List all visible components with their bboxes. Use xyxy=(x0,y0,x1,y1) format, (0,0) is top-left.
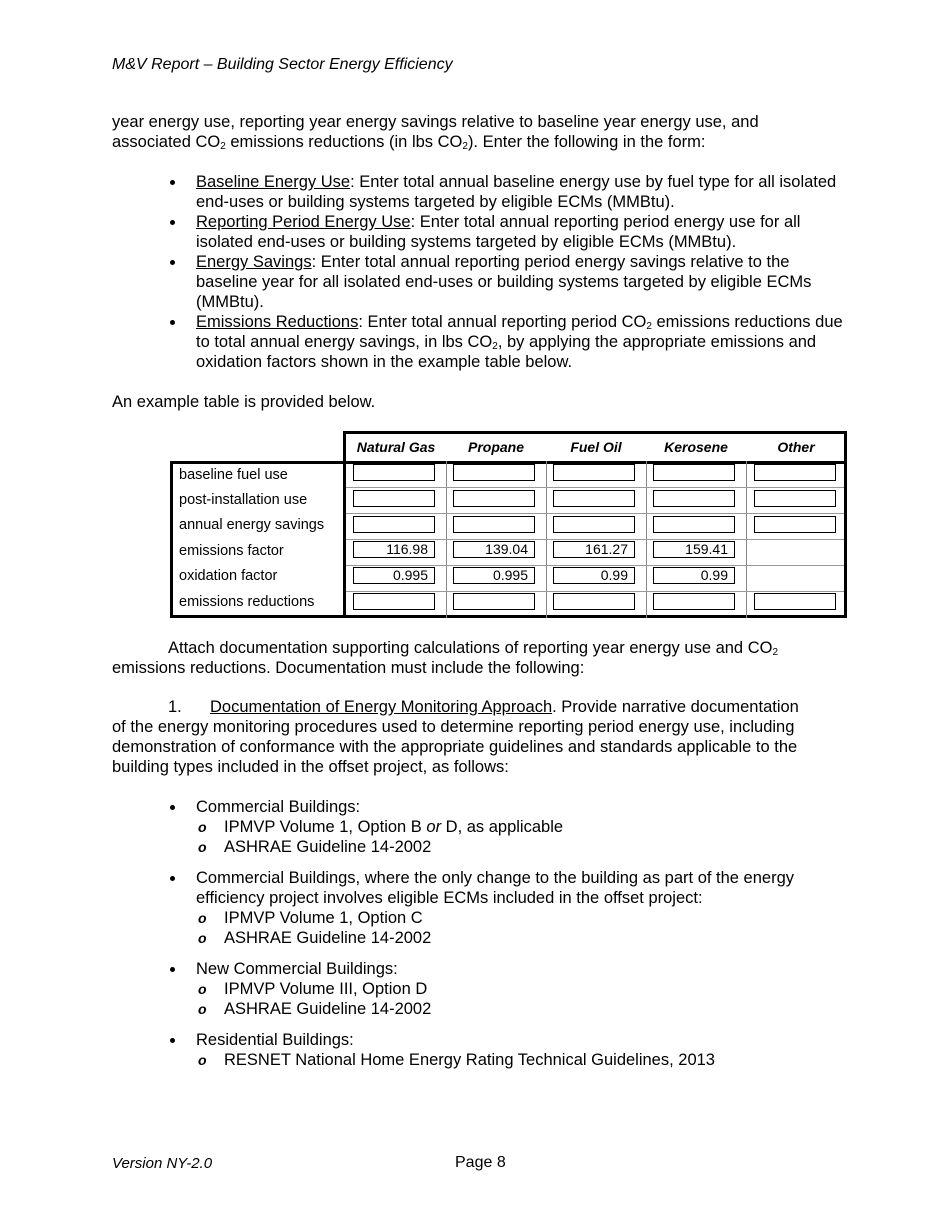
guideline-text: ASHRAE Guideline 14-2002 xyxy=(224,838,432,856)
post-installation-other-input[interactable] xyxy=(754,490,836,507)
instruction-text: : Enter total annual reporting period energy use for all isolated end-uses or building systems targeted by eligible ECMs (MMBtu). xyxy=(196,213,801,251)
attach-paragraph xyxy=(112,638,842,678)
bullet-icon xyxy=(170,220,175,225)
reductions-fuel-oil-input[interactable] xyxy=(553,593,635,610)
attach-line: emissions reductions. Documentation must include the following: xyxy=(112,659,585,677)
attach-text: Attach documentation supporting calculations of reporting year energy use and CO xyxy=(168,639,773,657)
guideline-item xyxy=(196,837,852,857)
column-header-kerosene: Kerosene xyxy=(664,439,728,455)
oxidation-factor-fuel-oil[interactable]: 0.99 xyxy=(553,567,635,584)
instruction-item xyxy=(112,252,852,312)
baseline-kerosene-input[interactable] xyxy=(653,464,735,481)
instruction-item xyxy=(112,312,852,372)
emissions-factor-propane[interactable]: 139.04 xyxy=(453,541,535,558)
emissions-factor-fuel-oil[interactable]: 161.27 xyxy=(553,541,635,558)
sub-bullet-icon: o xyxy=(198,819,207,835)
attach-line xyxy=(112,638,842,658)
row-label: post-installation use xyxy=(179,492,308,508)
guideline-text: IPMVP Volume 1, Option C xyxy=(224,909,423,927)
emissions-factor-kerosene[interactable]: 159.41 xyxy=(653,541,735,558)
bullet-icon xyxy=(170,1038,175,1043)
page-header: M&V Report – Building Sector Energy Efficiency xyxy=(112,56,453,73)
subscript: 2 xyxy=(646,321,652,332)
guideline-item xyxy=(196,928,852,948)
savings-natural-gas-input[interactable] xyxy=(353,516,435,533)
bullet-icon xyxy=(170,260,175,265)
reductions-kerosene-input[interactable] xyxy=(653,593,735,610)
guideline-item xyxy=(196,1050,852,1070)
item-text: . Provide narrative documentation xyxy=(552,698,799,716)
guideline-text: ASHRAE Guideline 14-2002 xyxy=(224,929,432,947)
sub-bullet-icon: o xyxy=(198,930,207,946)
instruction-term: Energy Savings xyxy=(196,253,312,271)
bullet-icon xyxy=(170,967,175,972)
building-type-item xyxy=(112,797,852,857)
savings-propane-input[interactable] xyxy=(453,516,535,533)
example-intro: An example table is provided below. xyxy=(112,393,376,411)
column-header-fuel-oil: Fuel Oil xyxy=(570,439,622,455)
oxidation-factor-kerosene[interactable]: 0.99 xyxy=(653,567,735,584)
savings-other-input[interactable] xyxy=(754,516,836,533)
oxidation-factor-natural-gas[interactable]: 0.995 xyxy=(353,567,435,584)
guideline-text: IPMVP Volume III, Option D xyxy=(224,980,428,998)
row-label: baseline fuel use xyxy=(179,467,288,483)
building-type-label: Residential Buildings: xyxy=(196,1031,354,1049)
baseline-fuel-oil-input[interactable] xyxy=(553,464,635,481)
reductions-other-input[interactable] xyxy=(754,593,836,610)
bullet-icon xyxy=(170,805,175,810)
item-line: building types included in the offset project, as follows: xyxy=(112,758,509,776)
instruction-text: : Enter total annual baseline energy use by fuel type for all isolated end-uses or building systems targeted by eligible ECMs (MMBtu). xyxy=(196,173,837,211)
baseline-natural-gas-input[interactable] xyxy=(353,464,435,481)
instruction-text: : Enter total annual reporting period CO xyxy=(358,313,647,331)
guideline-item xyxy=(196,999,852,1019)
column-header-natural-gas: Natural Gas xyxy=(356,439,436,455)
row-divider xyxy=(346,565,844,566)
savings-fuel-oil-input[interactable] xyxy=(553,516,635,533)
row-label: emissions reductions xyxy=(179,594,315,610)
instruction-term: Baseline Energy Use xyxy=(196,173,351,191)
baseline-propane-input[interactable] xyxy=(453,464,535,481)
footer-version: Version NY-2.0 xyxy=(112,1155,213,1172)
instructions-list xyxy=(112,172,852,372)
fuel-table xyxy=(170,431,847,618)
item-number: 1. xyxy=(168,698,182,716)
instruction-term: Reporting Period Energy Use xyxy=(196,213,411,231)
building-type-label: New Commercial Buildings: xyxy=(196,960,398,978)
guideline-item xyxy=(196,979,852,999)
savings-kerosene-input[interactable] xyxy=(653,516,735,533)
oxidation-factor-propane[interactable]: 0.995 xyxy=(453,567,535,584)
instruction-text: : Enter total annual reporting period energy savings relative to the baseline year for all isolated end-uses or building systems targeted by eligible ECMs (MMBtu). xyxy=(196,253,812,311)
guideline-text: IPMVP Volume 1, Option B xyxy=(224,818,427,836)
bullet-icon xyxy=(170,876,175,881)
baseline-other-input[interactable] xyxy=(754,464,836,481)
emissions-factor-natural-gas[interactable]: 116.98 xyxy=(353,541,435,558)
sub-bullet-icon: o xyxy=(198,910,207,926)
guideline-text: ASHRAE Guideline 14-2002 xyxy=(224,1000,432,1018)
row-label: oxidation factor xyxy=(179,568,278,584)
row-label: emissions factor xyxy=(179,543,284,559)
sub-bullet-icon: o xyxy=(198,981,207,997)
intro-paragraph xyxy=(112,112,842,152)
building-type-item xyxy=(112,959,852,1019)
post-installation-propane-input[interactable] xyxy=(453,490,535,507)
item-line: of the energy monitoring procedures used to determine reporting period energy use, including xyxy=(112,718,795,736)
item-title: Documentation of Energy Monitoring Approach xyxy=(210,698,553,716)
subscript: 2 xyxy=(220,141,226,152)
row-divider xyxy=(346,591,844,592)
intro-text: ). Enter the following in the form: xyxy=(467,133,706,151)
guideline-text-italic: or xyxy=(426,818,442,836)
post-installation-fuel-oil-input[interactable] xyxy=(553,490,635,507)
subscript: 2 xyxy=(492,341,498,352)
row-divider xyxy=(346,539,844,540)
instruction-item xyxy=(112,212,852,252)
building-type-item xyxy=(112,1030,852,1070)
guideline-text: D, as applicable xyxy=(441,818,564,836)
reductions-natural-gas-input[interactable] xyxy=(353,593,435,610)
post-installation-natural-gas-input[interactable] xyxy=(353,490,435,507)
guideline-text: RESNET National Home Energy Rating Technical Guidelines, 2013 xyxy=(224,1051,715,1069)
intro-line xyxy=(112,132,842,152)
column-header-propane: Propane xyxy=(467,439,524,455)
item-line: demonstration of conformance with the appropriate guidelines and standards applicable to the xyxy=(112,738,798,756)
sub-bullet-icon: o xyxy=(198,1052,207,1068)
column-header-other: Other xyxy=(777,439,815,455)
intro-text: associated CO xyxy=(112,133,221,151)
row-divider xyxy=(346,513,844,514)
instruction-text: , by applying the appropriate emissions and oxidation factors shown in the example table below. xyxy=(196,333,817,371)
subscript: 2 xyxy=(462,141,468,152)
guideline-item xyxy=(196,908,852,928)
row-label: annual energy savings xyxy=(179,517,325,533)
intro-line: year energy use, reporting year energy savings relative to baseline year energy use, and xyxy=(112,113,759,131)
post-installation-kerosene-input[interactable] xyxy=(653,490,735,507)
intro-text: emissions reductions (in lbs CO xyxy=(225,133,463,151)
building-types-list xyxy=(112,797,852,1070)
instruction-item xyxy=(112,172,852,212)
row-divider xyxy=(346,487,844,488)
bullet-icon xyxy=(170,320,175,325)
footer-page-number: Page 8 xyxy=(455,1154,506,1171)
sub-bullet-icon: o xyxy=(198,1001,207,1017)
reductions-propane-input[interactable] xyxy=(453,593,535,610)
item-1-paragraph xyxy=(112,697,832,777)
item-1-first-line xyxy=(112,697,832,717)
subscript: 2 xyxy=(772,647,779,658)
sub-bullet-icon: o xyxy=(198,839,207,855)
bullet-icon xyxy=(170,180,175,185)
instruction-term: Emissions Reductions xyxy=(196,313,359,331)
guideline-item xyxy=(196,817,852,837)
building-type-item xyxy=(112,868,852,948)
building-type-label: Commercial Buildings: xyxy=(196,798,361,816)
instruction-text: emissions reductions due to total annual energy savings, in lbs CO xyxy=(196,313,843,351)
building-type-label: Commercial Buildings, where the only change to the building as part of the energy efficiency project involves eligible ECMs included in the offset project: xyxy=(196,869,795,907)
